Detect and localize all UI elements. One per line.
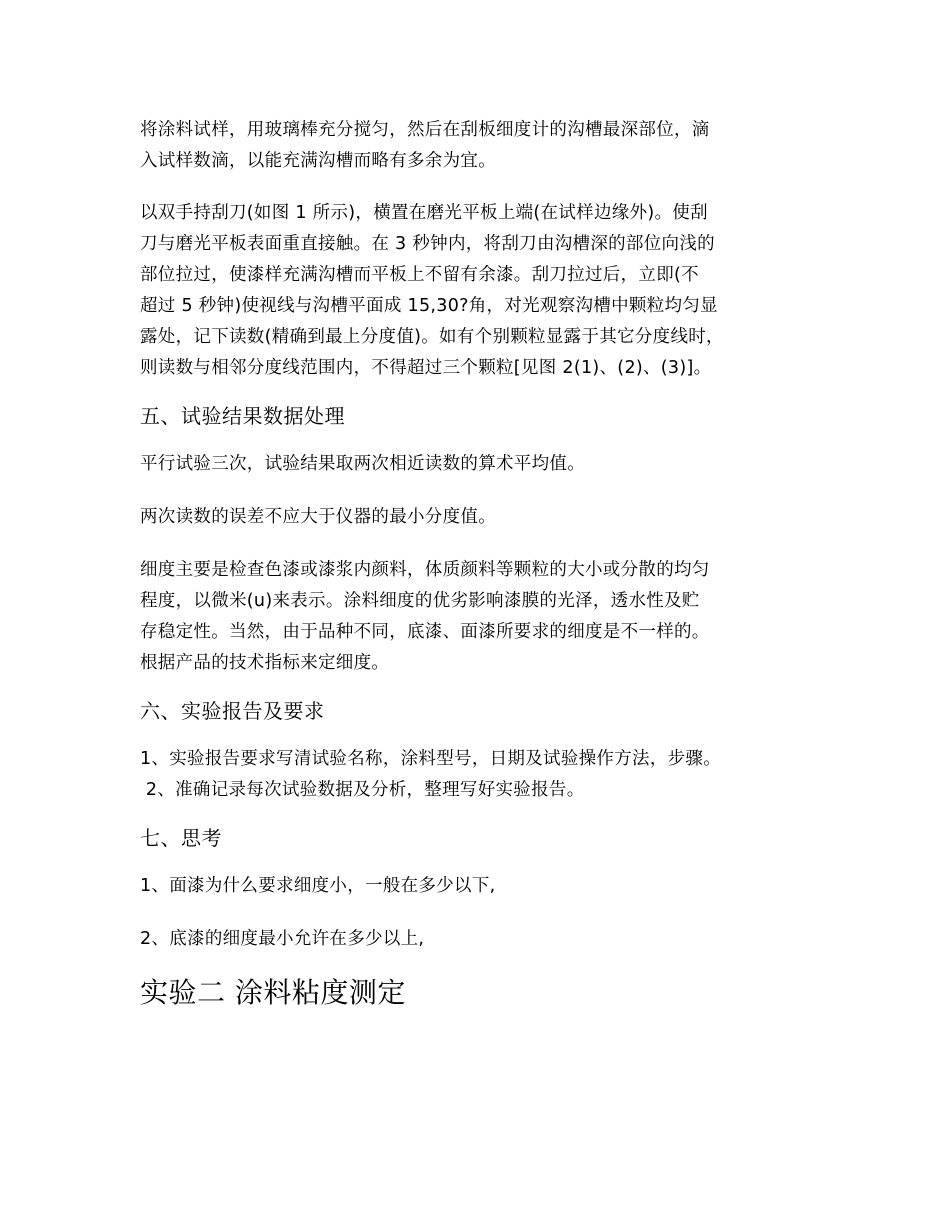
section-heading-results: 五、试验结果数据处理 [140,404,345,428]
paragraph-scraper-procedure [140,198,825,384]
text-line: 部位拉过，使漆样充满沟槽而平板上不留有余漆。刮刀拉过后，立即(不 [140,265,699,285]
question-item [140,871,825,902]
text-line: 程度，以微米(u)来表示。涂料细度的优劣影响漆膜的光泽，透水性及贮 [140,591,700,611]
text-line: 刀与磨光平板表面重直接触。在 3 秒钟内，将刮刀由沟槽深的部位向浅的 [140,234,715,254]
question-item [140,924,825,955]
text-line: 根据产品的技术指标来定细度。 [140,653,390,673]
text-line: 以双手持刮刀(如图 1 所示)，横置在磨光平板上端(在试样边缘外)。使刮 [140,203,708,223]
text-line: 露处，记下读数(精确到最上分度值)。如有个别颗粒显露于其它分度线时， [140,327,724,347]
paragraph-report-requirements [140,744,825,806]
text-line: 1、实验报告要求写清试验名称，涂料型号，日期及试验操作方法，步骤。 [140,749,722,769]
section-heading-questions: 七、思考 [140,826,222,850]
text-line: 2、底漆的细度最小允许在多少以上, [140,929,425,949]
text-line: 1、面漆为什么要求细度小，一般在多少以下, [140,876,496,896]
paragraph-reading-error [140,502,825,533]
text-line: 平行试验三次，试验结果取两次相近读数的算术平均值。 [140,454,585,474]
document-content [140,115,825,1013]
paragraph-fineness-explanation [140,555,825,679]
text-line: 将涂料试样，用玻璃棒充分搅匀，然后在刮板细度计的沟槽最深部位，滴 [140,120,710,140]
text-line: 入试样数滴，以能充满沟槽而略有多余为宜。 [140,151,496,171]
experiment-title: 实验二 涂料粘度测定 [140,976,406,1009]
text-line: 则读数与相邻分度线范围内，不得超过三个颗粒[见图 2(1)、(2)、(3)]。 [140,358,712,378]
text-line: 2、准确记录每次试验数据及分析，整理写好实验报告。 [140,780,585,800]
paragraph-sample-prep [140,115,825,177]
section-heading-report: 六、实验报告及要求 [140,699,325,723]
text-line: 细度主要是检查色漆或漆浆内颜料，体质颜料等颗粒的大小或分散的均匀 [140,560,710,580]
text-line: 超过 5 秒钟)使视线与沟槽平面成 15,30?角，对光观察沟槽中颗粒均匀显 [140,296,718,316]
text-line: 两次读数的误差不应大于仪器的最小分度值。 [140,507,496,527]
text-line: 存稳定性。当然，由于品种不同，底漆、面漆所要求的细度是不一样的。 [140,622,710,642]
paragraph-parallel-tests [140,449,825,480]
